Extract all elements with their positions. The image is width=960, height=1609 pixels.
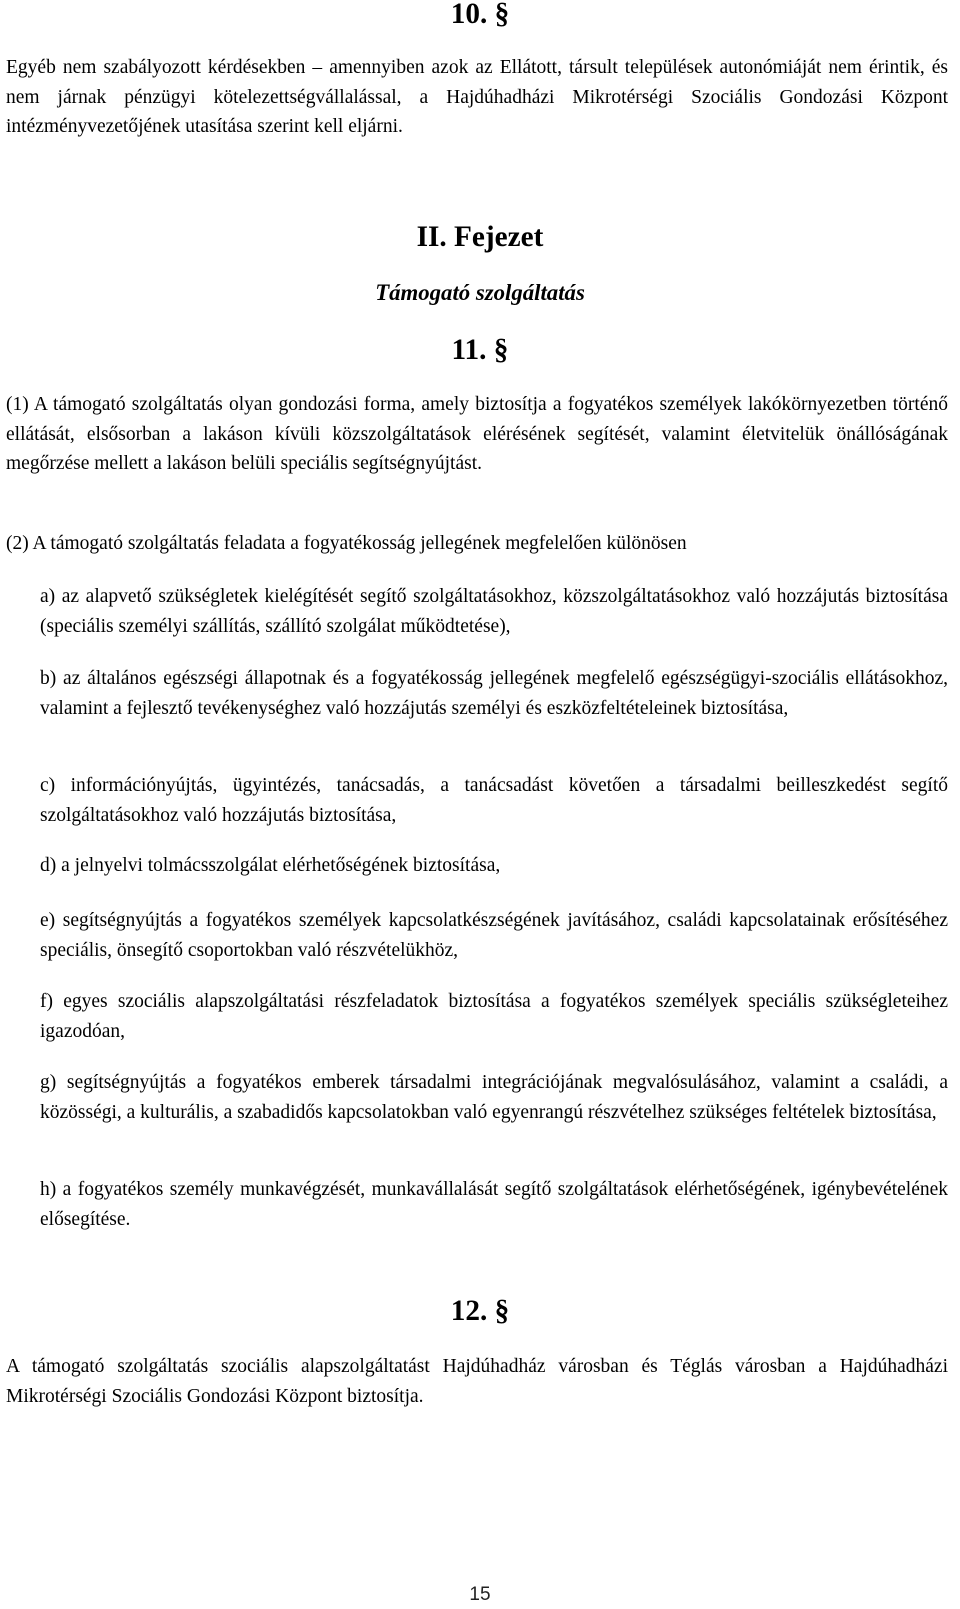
section-11-paragraph-2: (2) A támogató szolgáltatás feladata a fogyatékosság jellegének megfelelően különösen [6, 533, 687, 554]
list-item-f: f) egyes szociális alapszolgáltatási részfeladatok biztosítása a fogyatékos személyek speciális szükségleteihez igazodóan, [40, 991, 948, 1042]
section-11-paragraph-1: (1) A támogató szolgáltatás olyan gondozási forma, amely biztosítja a fogyatékos személyek lakókörnyezetben történő ellátását, elsősorban a lakáson kívüli közszolgáltatások elérésének segítését, valamint életvitelük önállóságának megőrzése mellett a lakáson belüli speciális segítségnyújtást. [6, 394, 948, 475]
section-11-heading: 11. § [451, 334, 509, 366]
page-number: 15 [469, 1584, 491, 1605]
list-item-e: e) segítségnyújtás a fogyatékos személyek kapcsolatkészségének javításához, családi kapcsolatainak erősítéséhez speciális, önsegítő csoportokban való részvételükhöz, [40, 910, 948, 961]
section-12-text: A támogató szolgáltatás szociális alapszolgáltatást Hajdúhadház városban és Téglás városban a Hajdúhadházi Mikrotérségi Szociális Gondozási Központ biztosítja. [6, 1356, 948, 1407]
list-item-b: b) az általános egészségi állapotnak és a fogyatékosság jellegének megfelelő egészségügyi-szociális ellátásokhoz, valamint a fejlesztő tevékenységhez való hozzájutás személyi és eszközfeltételeinek biztosítása, [40, 668, 948, 719]
list-item-g: g) segítségnyújtás a fogyatékos emberek társadalmi integrációjának megvalósulásához, valamint a családi, a közösségi, a kulturális, a szabadidős kapcsolatokban való egyenrangú részvételhez szükséges feltételek biztosítása, [40, 1072, 948, 1123]
list-item-h: h) a fogyatékos személy munkavégzését, munkavállalását segítő szolgáltatások elérhetőségének, igénybevételének elősegítése. [40, 1179, 948, 1230]
chapter-subtitle: Támogató szolgáltatás [375, 280, 585, 305]
chapter-title: II. Fejezet [416, 221, 544, 253]
list-item-c: c) információnyújtás, ügyintézés, tanácsadás, a tanácsadást követően a társadalmi beilleszkedést segítő szolgáltatásokhoz való hozzájutás biztosítása, [40, 775, 948, 826]
section-12-heading: 12. § [450, 1295, 510, 1327]
list-item-d: d) a jelnyelvi tolmácsszolgálat elérhetőségének biztosítása, [40, 855, 501, 876]
section-10-heading: 10. § [450, 0, 510, 30]
section-10-text: Egyéb nem szabályozott kérdésekben – amennyiben azok az Ellátott, társult települések autonómiáját nem érintik, és nem járnak pénzügyi kötelezettségvállalással, a Hajdúhadházi Mikrotérségi Szociális Gondozási Központ intézményvezetőjének utasítása szerint kell eljárni. [6, 57, 948, 138]
list-item-a: a) az alapvető szükségletek kielégítését segítő szolgáltatásokhoz, közszolgáltatásokhoz való hozzájutás biztosítása (speciális személyi szállítás, szállító szolgálat működtetése), [40, 586, 948, 637]
